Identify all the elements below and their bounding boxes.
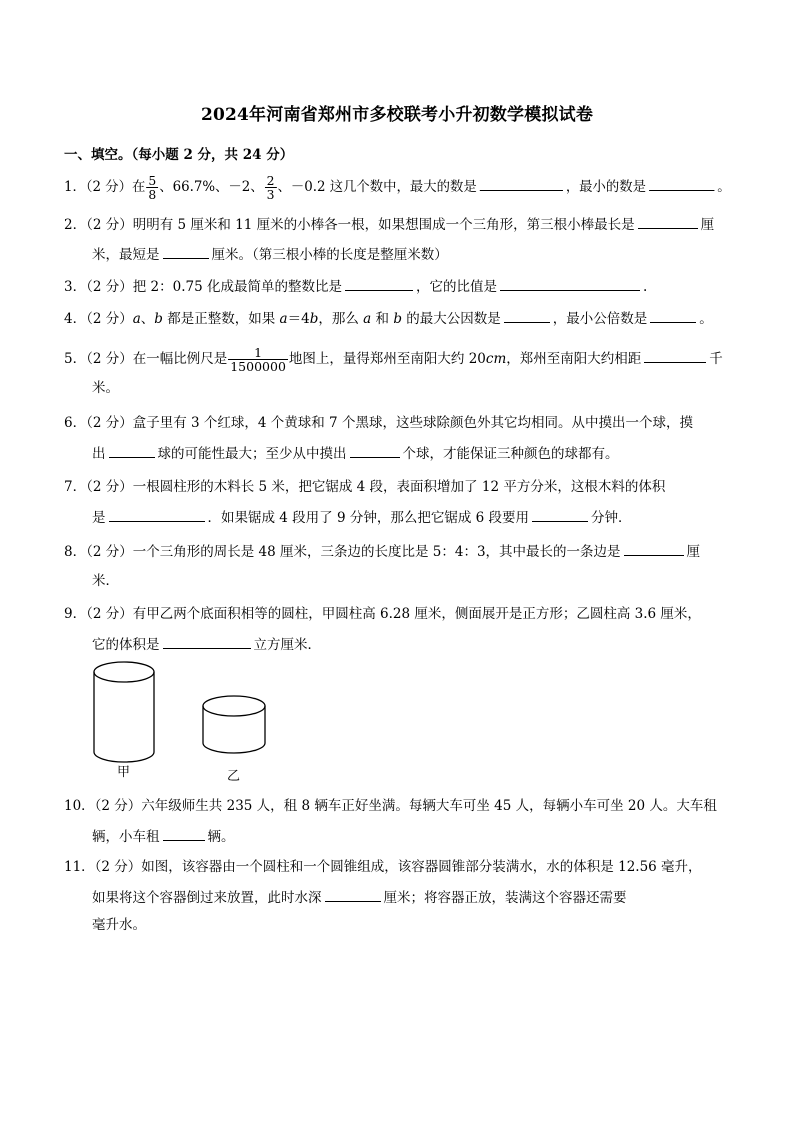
question-4: 4．（2 分）a、b 都是正整数，如果 a＝4b，那么 a 和 b 的最大公因数是 ，最小公倍数是 。 [64, 308, 713, 329]
answer-blank[interactable] [163, 244, 209, 259]
question-10-cont: 辆，小车租 辆。 [92, 826, 235, 847]
answer-blank[interactable] [500, 276, 640, 291]
question-9: 9．（2 分）有甲乙两个底面积相等的圆柱，甲圆柱高 6.28 厘米，侧面展开是正方形；乙圆柱高 3.6 厘米， [64, 606, 701, 622]
answer-blank[interactable] [163, 826, 205, 841]
label-yi: 乙 [227, 769, 241, 784]
answer-blank[interactable] [163, 634, 251, 649]
question-5: 5．（2 分）在一幅比例尺是 $\frac{1}{1500000}$ 地图上，量得郑州至南阳大约 20cm，郑州至南阳大约相距 千 [64, 345, 723, 374]
cylinder-yi [203, 696, 265, 753]
question-3: 3．（2 分）把 2：0.75 化成最简单的整数比是 ，它的比值是 . [64, 276, 647, 297]
answer-blank[interactable] [649, 176, 714, 191]
answer-blank[interactable] [109, 443, 155, 458]
fraction-2-3: $\frac{2}{3}$ [266, 173, 275, 202]
answer-blank[interactable] [350, 443, 400, 458]
label-jia: 甲 [117, 765, 131, 780]
section-heading: 一、填空。（每小题 2 分，共 24 分） [64, 147, 294, 163]
question-11-cont: 如果将这个容器倒过来放置，此时水深 厘米；将容器正放，装满这个容器还需要 [92, 887, 627, 908]
answer-blank[interactable] [325, 887, 381, 902]
question-11: 11．（2 分）如图，该容器由一个圆柱和一个圆锥组成，该容器圆锥部分装满水，水的体积是 12.56 毫升， [64, 859, 702, 875]
cylinder-jia [94, 662, 154, 762]
answer-blank[interactable] [109, 507, 205, 522]
question-2-cont: 米，最短是 厘米。（第三根小棒的长度是整厘米数） [92, 244, 448, 265]
question-1: 1．（2 分）在 $\frac{5}{8}$ 、66.7%、－2、 $\frac{2}{3}$ 、－0.2 这几个数中，最大的数是 ，最小的数是 。 [64, 173, 731, 202]
fraction-5-8: $\frac{5}{8}$ [148, 173, 157, 202]
answer-blank[interactable] [532, 507, 588, 522]
question-6-cont: 出 球的可能性最大；至少从中摸出 个球，才能保证三种颜色的球都有。 [92, 443, 619, 464]
answer-blank[interactable] [650, 308, 696, 323]
question-10: 10．（2 分）六年级师生共 235 人，租 8 辆车正好坐满。每辆大车可坐 45 人，每辆小车可坐 20 人。大车租 [64, 798, 717, 814]
answer-blank[interactable] [345, 276, 413, 291]
question-2: 2．（2 分）明明有 5 厘米和 11 厘米的小棒各一根，如果想围成一个三角形，第三根小棒最长是 厘 [64, 214, 714, 235]
question-8-cont: 米． [92, 573, 119, 589]
fraction-scale: $\frac{1}{1500000}$ [230, 345, 286, 374]
question-9-cont: 它的体积是 立方厘米． [92, 634, 321, 655]
question-5-cont: 米。 [92, 380, 119, 396]
answer-blank[interactable] [644, 348, 706, 363]
answer-blank[interactable] [638, 214, 698, 229]
cylinders-figure [80, 655, 300, 785]
question-7-cont: 是 ．如果锯成 4 段用了 9 分钟，那么把它锯成 6 段要用 分钟． [92, 507, 632, 528]
question-11-cont2: 毫升水。 [92, 917, 146, 933]
answer-blank[interactable] [624, 541, 684, 556]
answer-blank[interactable] [480, 176, 563, 191]
page-title: 2024年河南省郑州市多校联考小升初数学模拟试卷 [200, 105, 594, 125]
question-8: 8．（2 分）一个三角形的周长是 48 厘米，三条边的长度比是 5：4：3，其中最长的一条边是 厘 [64, 541, 700, 562]
question-7: 7．（2 分）一根圆柱形的木料长 5 米，把它锯成 4 段，表面积增加了 12 平方分米，这根木料的体积 [64, 479, 666, 495]
question-6: 6．（2 分）盒子里有 3 个红球，4 个黄球和 7 个黑球，这些球除颜色外其它均相同。从中摸出一个球，摸 [64, 415, 693, 431]
answer-blank[interactable] [504, 308, 550, 323]
